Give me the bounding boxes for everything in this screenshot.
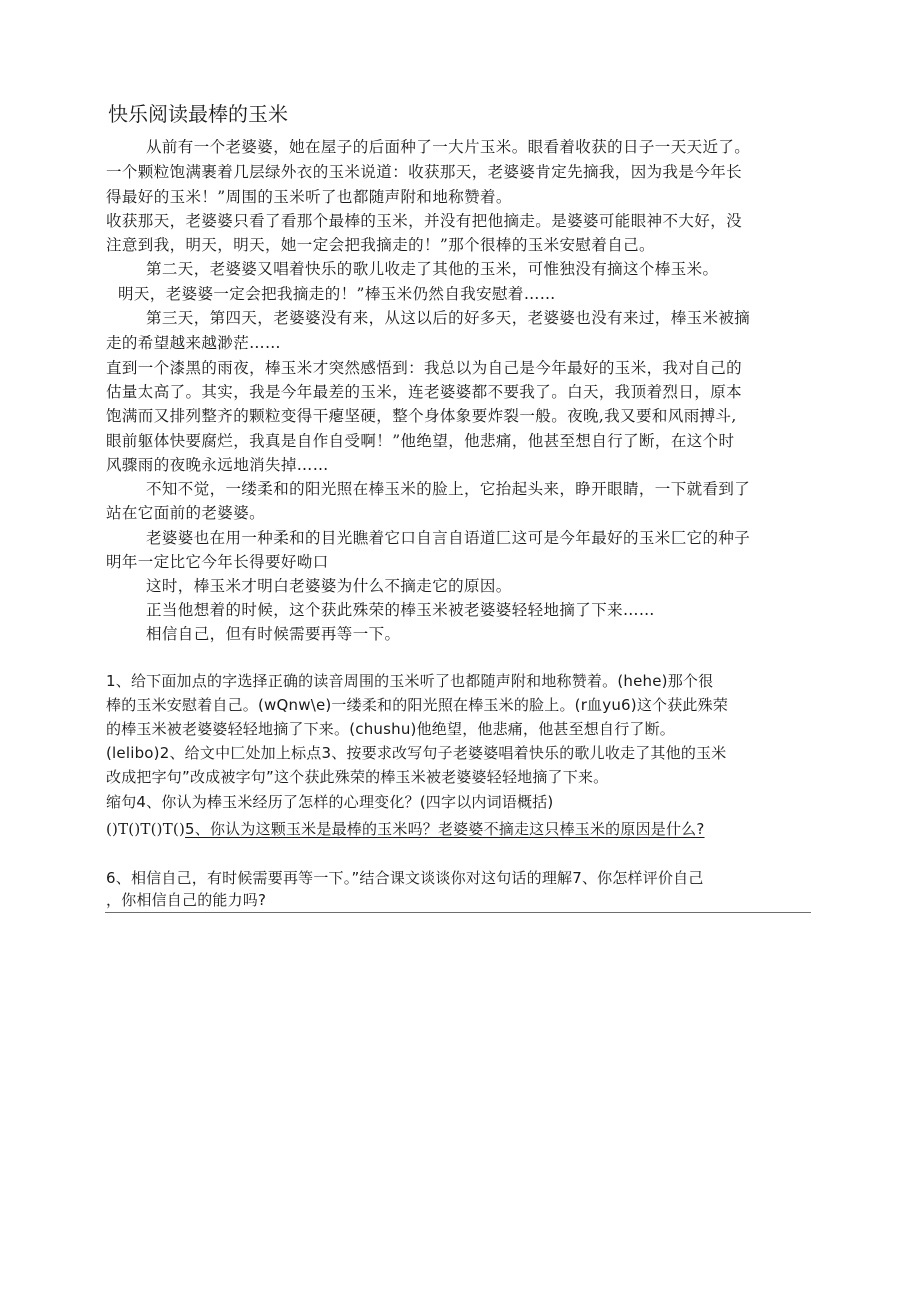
story-line: 老婆婆也在用一种柔和的目光瞧着它口自言自语道匚这可是今年最好的玉米匚它的种子 [146, 529, 751, 547]
question-line: 棒的玉米安慰着自己。(wQnw\e)一缕柔和的阳光照在棒玉米的脸上。(r血yu6)这个获此殊荣 [106, 696, 729, 714]
question-5-line [106, 818, 705, 840]
question-line: ，你相信自己的能力吗? [106, 891, 267, 909]
question-line: 6、相信自己，有时候需要再等一下。”结合课文谈谈你对这句话的理解7、你怎样评价自己 [106, 869, 704, 887]
answer-rule-divider [105, 912, 811, 913]
story-line: 得最好的玉米！”周围的玉米听了也都随声附和地称赞着。 [106, 188, 512, 206]
story-line: 注意到我，明天，明天，她一定会把我摘走的！”那个很棒的玉米安慰着自己。 [106, 236, 655, 254]
story-line: 走的希望越来越渺茫…… [106, 334, 281, 352]
story-line: 第三天，第四天，老婆婆没有来，从这以后的好多天，老婆婆也没有来过，棒玉米被摘 [146, 309, 751, 327]
story-line: 从前有一个老婆婆，她在屋子的后面种了一大片玉米。眼看着收获的日子一天天近了。 [146, 138, 751, 156]
story-line: 正当他想着的时候，这个获此殊荣的棒玉米被老婆婆轻轻地摘了下来…… [146, 601, 655, 619]
page-title: 快乐阅读最棒的玉米 [108, 102, 288, 126]
story-line: 饱满而又排列整齐的颗粒变得干瘪坚硬，整个身体象要炸裂一般。夜晚,我又要和风雨搏斗, [106, 407, 737, 425]
story-line: 站在它面前的老婆婆。 [106, 504, 266, 522]
story-line: 不知不觉，一缕柔和的阳光照在棒玉米的脸上，它抬起头来，睁开眼睛，一下就看到了 [146, 480, 751, 498]
story-line: 直到一个漆黑的雨夜，棒玉米才突然感悟到：我总以为自己是今年最好的玉米，我对自己的 [106, 359, 743, 377]
question-line: 缩句4、你认为棒玉米经历了怎样的心理变化？(四字以内词语概括) [106, 793, 554, 811]
question-5-text: 5、你认为这颗玉米是最棒的玉米吗？老婆婆不摘走这只棒玉米的原因是什么? [185, 820, 705, 838]
question-line: 的棒玉米被老婆婆轻轻地摘了下来。(chushu)他绝望，他悲痛，他甚至想自行了断。 [106, 720, 675, 738]
story-line: 第二天，老婆婆又唱着快乐的歌儿收走了其他的玉米，可惟独没有摘这个棒玉米。 [146, 260, 719, 278]
story-line: 风骤雨的夜晚永远地消失掉…… [106, 456, 329, 474]
story-line: 相信自己，但有时候需要再等一下。 [146, 625, 401, 643]
story-line: 一个颗粒饱满裹着几层绿外衣的玉米说道：收获那天，老婆婆肯定先摘我，因为我是今年长 [106, 163, 743, 181]
story-line: 收获那天，老婆婆只看了看那个最棒的玉米，并没有把他摘走。是婆婆可能眼神不大好，没 [106, 212, 743, 230]
answer-blanks: ()T()T()T() [106, 820, 186, 838]
story-line: 明天，老婆婆一定会把我摘走的！”棒玉米仍然自我安慰着…… [118, 285, 556, 303]
story-line: 明年一定比它今年长得要好呦口 [106, 553, 329, 571]
question-line: (lelibo)2、给文中匚处加上标点3、按要求改写句子老婆婆唱着快乐的歌儿收走了其他的玉米 [106, 744, 727, 762]
story-line: 估量太高了。其实，我是今年最差的玉米，连老婆婆都不要我了。白天，我顶着烈日，原本 [106, 383, 743, 401]
story-line: 眼前躯体快要腐烂，我真是自作自受啊！”他绝望，他悲痛，他甚至想自行了断，在这个时 [106, 432, 735, 450]
story-line: 这时，棒玉米才明白老婆婆为什么不摘走它的原因。 [146, 577, 512, 595]
question-line: 1、给下面加点的字选择正确的读音周围的玉米听了也都随声附和地称赞着。(hehe)那个很 [106, 672, 714, 690]
question-line: 改成把字句”改成被字句”这个获此殊荣的棒玉米被老婆婆轻轻地摘了下来。 [106, 768, 609, 786]
